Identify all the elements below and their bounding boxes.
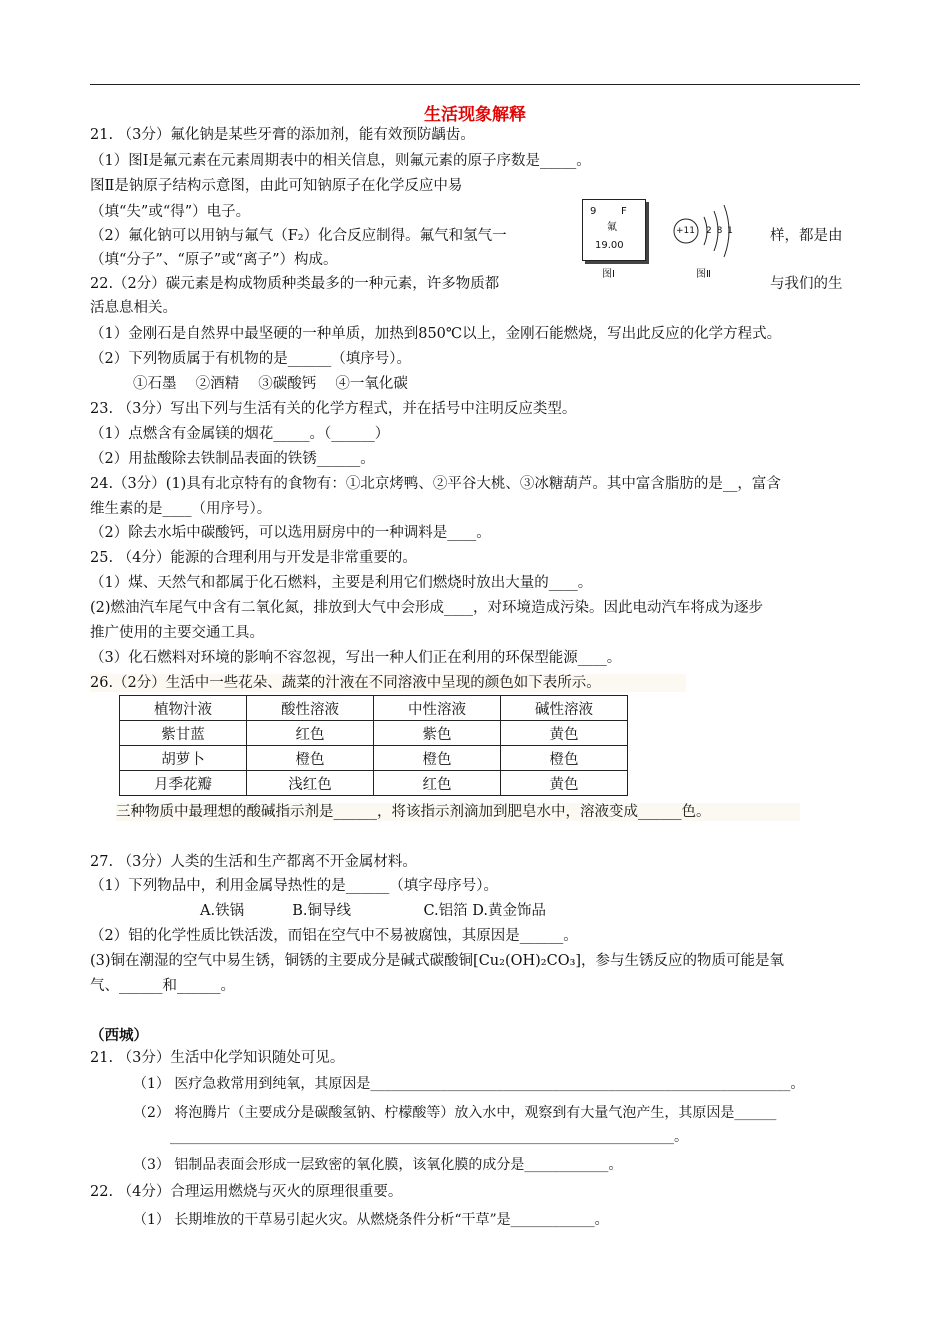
table-row — [120, 771, 628, 796]
q25-part3: （3）化石燃料对环境的影响不容忽视，写出一种人们正在利用的环保型能源____。 — [90, 650, 622, 666]
table-cell: 月季花瓣 — [120, 771, 247, 796]
q22-part2: （2）下列物质属于有机物的是______（填序号）。 — [90, 351, 411, 367]
q25-part2-cont: 推广使用的主要交通工具。 — [90, 625, 264, 641]
table-cell: 黄色 — [501, 721, 628, 746]
q21-stem: 21. （3分）氟化钠是某些牙膏的添加剂，能有效预防龋齿。 — [90, 127, 475, 143]
q27-part3-cont: 气、______和______。 — [90, 978, 235, 994]
table-cell: 胡萝卜 — [120, 746, 247, 771]
table-cell: 浅红色 — [247, 771, 374, 796]
periodic-cell — [582, 199, 646, 261]
q27-part3: (3)铜在潮湿的空气中易生锈，铜锈的主要成分是碱式碳酸铜[Cu₂(OH)₂CO₃]，参与生锈反应的物质可能是氧 — [90, 953, 785, 969]
table-row — [120, 721, 628, 746]
xc-q21-part2: （2） 将泡腾片（主要成分是碳酸氢钠、柠檬酸等）放入水中，观察到有大量气泡产生，其原因是______ — [133, 1105, 777, 1121]
element-symbol: F — [621, 206, 627, 217]
atomic-number: 9 — [590, 206, 597, 217]
table-header-cell: 中性溶液 — [374, 696, 501, 721]
xc-q22-part1: （1） 长期堆放的干草易引起火灾。从燃烧条件分析“干草”是____________。 — [133, 1212, 609, 1228]
q25-part1: （1）煤、天然气和都属于化石燃料，主要是利用它们燃烧时放出大量的____。 — [90, 575, 593, 591]
q25-part2: (2)燃油汽车尾气中含有二氧化氮，排放到大气中会形成____，对环境造成污染。因此电动汽车将成为逐步 — [90, 600, 764, 616]
table-header-cell: 植物汁液 — [120, 696, 247, 721]
indicator-table — [119, 695, 628, 796]
q26-stem: 26.（2分）生活中一些花朵、蔬菜的汁液在不同溶液中呈现的颜色如下表所示。 — [90, 674, 686, 692]
q21-part2: （2）氟化钠可以用钠与氟气（F₂）化合反应制得。氟气和氢气一 — [90, 228, 507, 244]
q22-stem-cont: 活息息相关。 — [90, 300, 177, 316]
q24-stem-cont: 维生素的是____（用序号）。 — [90, 501, 272, 517]
table-cell: 紫甘蓝 — [120, 721, 247, 746]
q22-part1: （1）金刚石是自然界中最坚硬的一种单质，加热到850℃以上，金刚石能燃烧，写出此反应的化学方程式。 — [90, 326, 782, 342]
element-figure — [578, 199, 748, 283]
xc-q22-stem: 22. （4分）合理运用燃烧与灭火的原理很重要。 — [90, 1184, 403, 1200]
table-cell: 黄色 — [501, 771, 628, 796]
q27-options: A.铁锅 B.铜导线 C.铝箔 D.黄金饰品 — [200, 903, 546, 919]
table-header-cell: 酸性溶液 — [247, 696, 374, 721]
q27-part2: （2）铝的化学性质比铁活泼，而铝在空气中不易被腐蚀，其原因是______。 — [90, 928, 578, 944]
table-row — [120, 746, 628, 771]
q22-stem-tail: 与我们的生 — [770, 276, 843, 292]
xc-q21-stem: 21. （3分）生活中化学知识随处可见。 — [90, 1050, 345, 1066]
q21-part1: （1）图Ⅰ是氟元素在元素周期表中的相关信息，则氟元素的原子序数是_____。 — [90, 153, 591, 169]
q27-part1: （1）下列物品中，利用金属导热性的是______（填字母序号）。 — [90, 878, 498, 894]
q21-part1-cont: 图Ⅱ是钠原子结构示意图，由此可知钠原子在化学反应中易 — [90, 178, 463, 194]
table-cell: 橙色 — [247, 746, 374, 771]
table-cell: 红色 — [374, 771, 501, 796]
table-header-row — [120, 696, 628, 721]
element-name: 氟 — [607, 222, 617, 233]
q21-part2-fill: （填“分子”、“原子”或“离子”）构成。 — [90, 252, 338, 268]
figure2-caption: 图Ⅱ — [696, 269, 711, 280]
page-title: 生活现象解释 — [424, 105, 526, 125]
xc-q21-part3: （3） 铝制品表面会形成一层致密的氧化膜，该氧化膜的成分是____________。 — [133, 1157, 623, 1173]
q25-stem: 25. （4分）能源的合理利用与开发是非常重要的。 — [90, 550, 417, 566]
table-header-cell: 碱性溶液 — [501, 696, 628, 721]
xc-q21-part2-blank: ________________________________________________________________________。 — [170, 1129, 688, 1145]
q22-options: ①石墨 ②酒精 ③碳酸钙 ④一氧化碳 — [133, 376, 408, 392]
table-cell: 橙色 — [374, 746, 501, 771]
electron-shells: 2 8 1 — [706, 226, 734, 236]
q23-stem: 23. （3分）写出下列与生活有关的化学方程式，并在括号中注明反应类型。 — [90, 401, 577, 417]
nucleus-charge: +11 — [676, 226, 695, 236]
q27-stem: 27. （3分）人类的生活和生产都离不开金属材料。 — [90, 854, 417, 870]
q24-stem: 24.（3分）(1)具有北京特有的食物有：①北京烤鸭、②平谷大桃、③冰糖葫芦。其中富含脂肪的是__，富含 — [90, 476, 781, 492]
q23-part1: （1）点燃含有金属镁的烟花_____。（______） — [90, 426, 390, 442]
table-cell: 橙色 — [501, 746, 628, 771]
figure1-caption: 图Ⅰ — [602, 269, 615, 280]
q23-part2: （2）用盐酸除去铁制品表面的铁锈______。 — [90, 451, 375, 467]
q24-part2: （2）除去水垢中碳酸钙，可以选用厨房中的一种调料是____。 — [90, 525, 491, 541]
q22-stem: 22.（2分）碳元素是构成物质种类最多的一种元素，许多物质都 — [90, 276, 500, 292]
table-cell: 紫色 — [374, 721, 501, 746]
xc-q21-part1: （1） 医疗急救常用到纯氧，其原因是____________________________________________________________。 — [133, 1076, 805, 1092]
header-rule — [90, 84, 860, 85]
atomic-mass: 19.00 — [595, 240, 624, 251]
q21-part1-fill: （填“失”或“得”）电子。 — [90, 204, 251, 220]
table-cell: 红色 — [247, 721, 374, 746]
section-heading: （西城） — [90, 1027, 148, 1044]
q21-part2-tail: 样，都是由 — [770, 228, 843, 244]
q26-question: 三种物质中最理想的酸碱指示剂是______，将该指示剂滴加到肥皂水中，溶液变成______色。 — [116, 803, 800, 821]
